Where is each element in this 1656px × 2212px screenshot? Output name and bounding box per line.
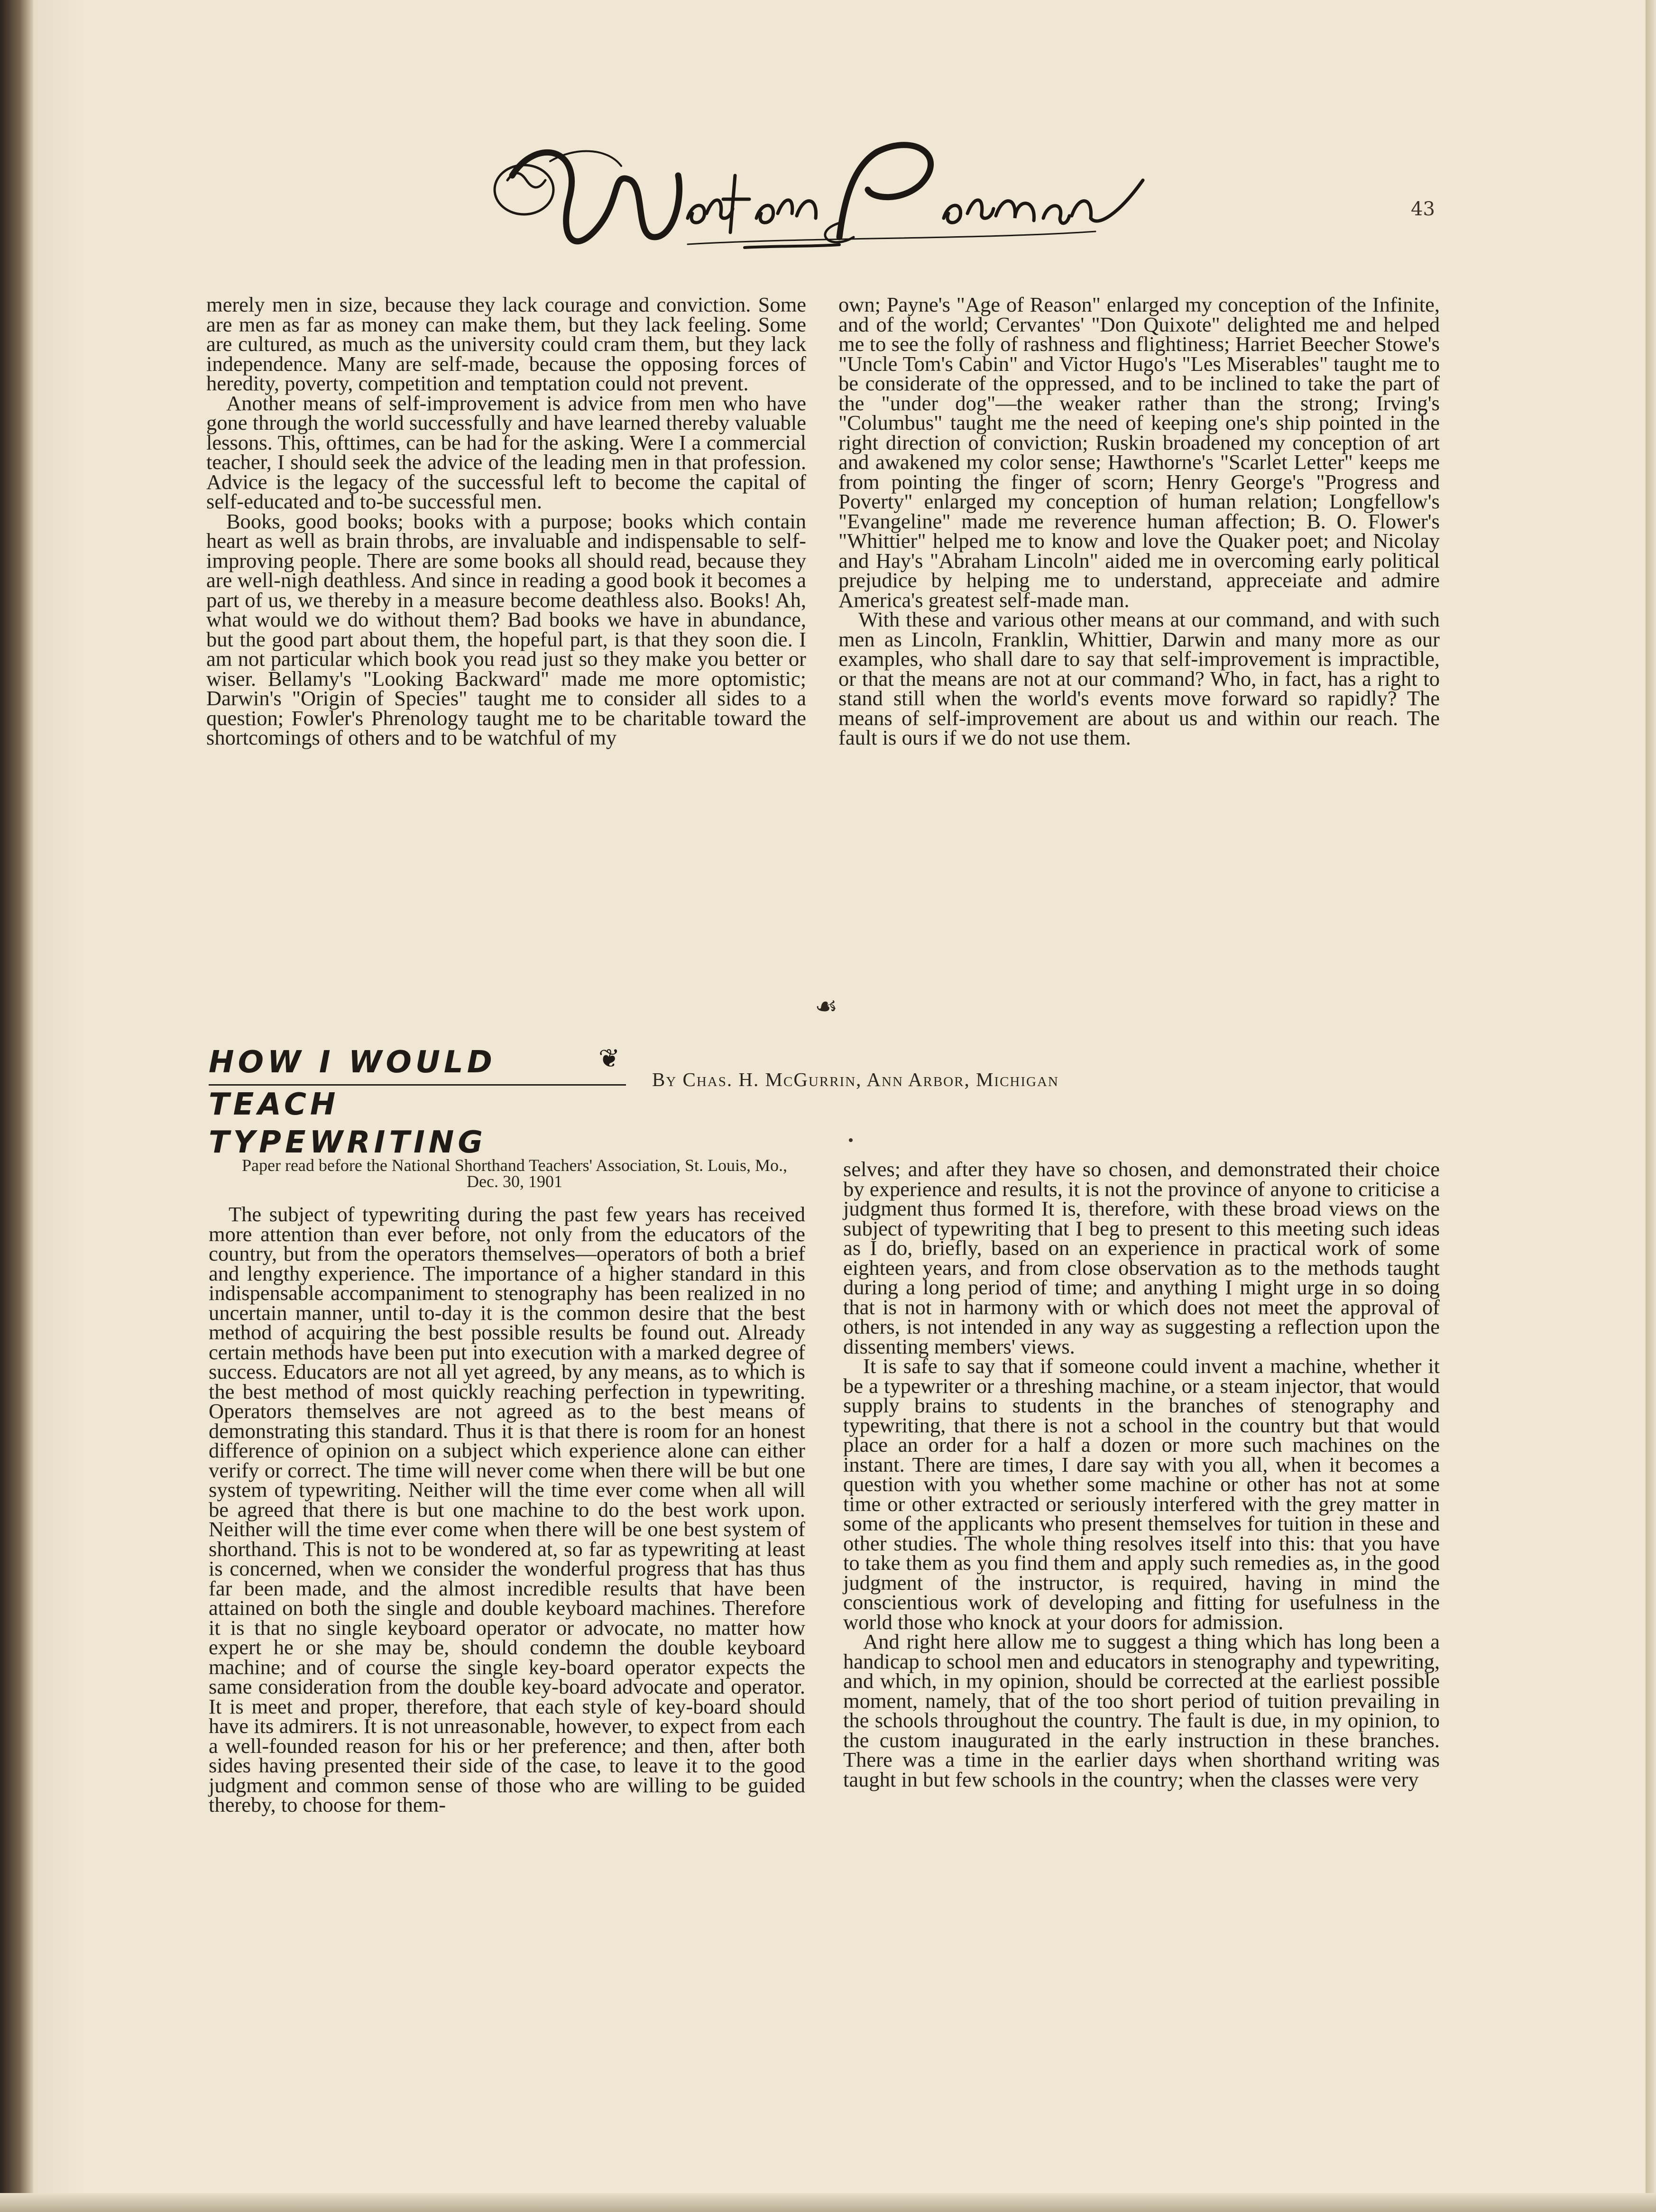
book-spine [0,0,33,2212]
paragraph: merely men in size, because they lack courage and conviction. Some are men as far as money can make them, but they lack feeling. Some are cultured, as much as the university could cram them, but they lack independence. Many are self-made, because the opposing forces of heredity, poverty, competition and temptation could not prevent. [206,293,806,395]
article-byline [652,1068,1245,1091]
section-divider-ornament: ☙ [815,991,838,1021]
article-title [209,1043,626,1161]
paragraph: selves; and after they have so chosen, and demonstrated their choice by experience and results, it is not the province of anyone to criticise a judgment thus formed It is, therefore, with these broad views on the subject of typewriting that I beg to present to this meeting such ideas as I do, briefly, based on an experience in practical work of some eighteen years, and from close observation as to the methods taught during a long period of time; and anything I might urge in so doing that is not in harmony with or which does not meet the approval of others, is not intended in any way as suggesting a reflection upon the dissenting members' views. [843,1157,1440,1358]
paragraph: And right here allow me to suggest a thing which has long been a handicap to school men and educators in stenography and typewriting, and which, in my opinion, should be corrected at the earliest possible moment, namely, that of the too short period of tuition prevailing in the schools throughout the country. The fault is due, in my opinion, to the custom inaugurated in the early instruction in these branches. There was a time in the earlier days when shorthand writing was taught in but few schools in the country; when the classes were very [843,1630,1440,1791]
paragraph: It is safe to say that if someone could invent a machine, whether it be a typewriter or a threshing machine, or a steam injector, that would supply brains to students in the branches of stenography and typewriting, that there is not a school in the country but that would place an order for a half a dozen or more such machines on the instant. There are times, I dare say with you all, when it becomes a question with you whether some machine or other has not at some time or other extracted or seriously interfered with the grey matter in some of the applicants who present themselves for tuition in these and other studies. The whole thing resolves itself into this: that you have to take them as you find them and apply such remedies as, in the good judgment of the instructor, is required, having in mind the conscientious work of developing and fitting for usefulness in the world those who knock at your doors for admission. [843,1354,1440,1634]
paragraph: Books, good books; books with a purpose; books which contain heart as well as brain throbs, are invaluable and indispensable to self-improving people. There are some books all should read, because they are well-nigh deathless. And since in reading a good book it becomes a part of us, we thereby in a measure become deathless also. Books! Ah, what would we do without them? Bad books we have in abundance, but the good part about them, the hopeful part, is that they soon die. I am not particular which book you read just so they make you better or wiser. Bellamy's "Looking Backward" made me more optomistic; Darwin's "Origin of Species" taught me to consider all sides to a question; Fowler's Phrenology taught me to be charitable toward the shortcomings of others and to be watchful of my [206,509,806,749]
masthead-logo [479,119,1190,275]
ink-dot [849,1138,853,1142]
article-intro-note: Paper read before the National Shorthand Teachers' Association, St. Louis, Mo., Dec. 30, 1901 [241,1156,788,1191]
article-title-line2: TEACH TYPEWRITING [209,1087,487,1160]
page-edge [1646,0,1656,2212]
article-column-bottom-left [209,1202,805,1816]
masthead-script-logo [479,119,1190,275]
article-column-bottom-right [843,1157,1440,1791]
leaf-ornament-icon: ❦ [598,1043,620,1073]
paragraph: own; Payne's "Age of Reason" enlarged my conception of the Infinite, and of the world; Cervantes' "Don Quixote" delighted me and helped me to see the folly of rashness and flightiness; Harriet Beecher Stowe's "Uncle Tom's Cabin" and Victor Hugo's "Les Miserables" taught me to be considerate of the oppressed, and to be inclined to take the part of the "under dog"—the weaker rather than the strong; Irving's "Columbus" taught me the need of keeping one's ship pointed in the right direction of conviction; Ruskin broadened my conception of art and awakened my color sense; Hawthorne's "Scarlet Letter" keeps me from pointing the finger of scorn; Henry George's "Progress and Poverty" enlarged my conception of human relation; Longfellow's "Evangeline" made me reverence human affection; B. O. Flower's "Whittier" helped me to know and love the Quaker poet; and Nicolay and Hay's "Abraham Lincoln" aided me in overcoming early political prejudice by helping me to understand, appreceiate and admire America's greatest self-made man. [838,293,1440,612]
article-column-top-left [206,295,806,748]
page-bottom-edge [0,2193,1656,2212]
paragraph: With these and various other means at our command, and with such men as Lincoln, Franklin, Whittier, Darwin and many more as our examples, who shall dare to say that self-improvement is impractible, or that the means are not at our command? Who, in fact, has a right to stand still when the world's events move forward so rapidly? The means of self-improvement are about us and within our reach. The fault is ours if we do not use them. [838,608,1440,749]
page-number: 43 [1411,198,1435,220]
paragraph: Another means of self-improvement is advice from men who have gone through the world successfully and have learned thereby valuable lessons. This, ofttimes, can be had for the asking. Were I a commercial teacher, I should seek the advice of the leading men in that profession. Advice is the legacy of the successful left to become the capital of self-educated and to-be successful men. [206,391,806,513]
article-title-line1: HOW I WOULD [209,1043,626,1086]
byline-name: Chas. H. McGurrin, Ann Arbor, Michigan [682,1069,1059,1090]
byline-prefix: By [652,1069,677,1090]
article-column-top-right [838,295,1440,748]
paragraph: The subject of typewriting during the past few years has received more attention than ever before, not only from the educators of the country, but from the operators themselves—operators of both a brief and lengthy experience. The importance of a higher standard in this indispensable accompaniment to stenography has been realized in no uncertain manner, until to-day it is the common desire that the best method of acquiring the best possible results be found out. Already certain methods have been put into execution with a marked degree of success. Educators are not all yet agreed, by any means, as to which is the best method of most quickly reaching perfection in typewriting. Operators themselves are not agreed as to the best means of demonstrating this standard. Thus it is that there is room for an honest difference of opinion on a subject which experience alone can either verify or correct. The time will never come when there will be but one system of typewriting. Neither will the time ever come when all will be agreed that there is but one machine to do the best work upon. Neither will the time ever come when there will be one best system of shorthand. This is not to be wondered at, so far as typewriting at least is concerned, when we consider the wonderful progress that has thus far been made, and the almost incredible results that have been attained on both the single and double keyboard machines. Therefore it is that no single keyboard operator or advocate, no matter how expert he or she may be, should condemn the double keyboard machine; and of course the single key-board operator expects the same consideration from the double key-board advocate and operator. It is meet and proper, therefore, that each style of key-board should have its admirers. It is not unreasonable, however, to expect from each a well-founded reason for his or her preference; and then, after both sides having presented their side of the case, to leave it to the good judgment and common sense of those who are willing to be guided thereby, to choose for them- [209,1202,805,1816]
